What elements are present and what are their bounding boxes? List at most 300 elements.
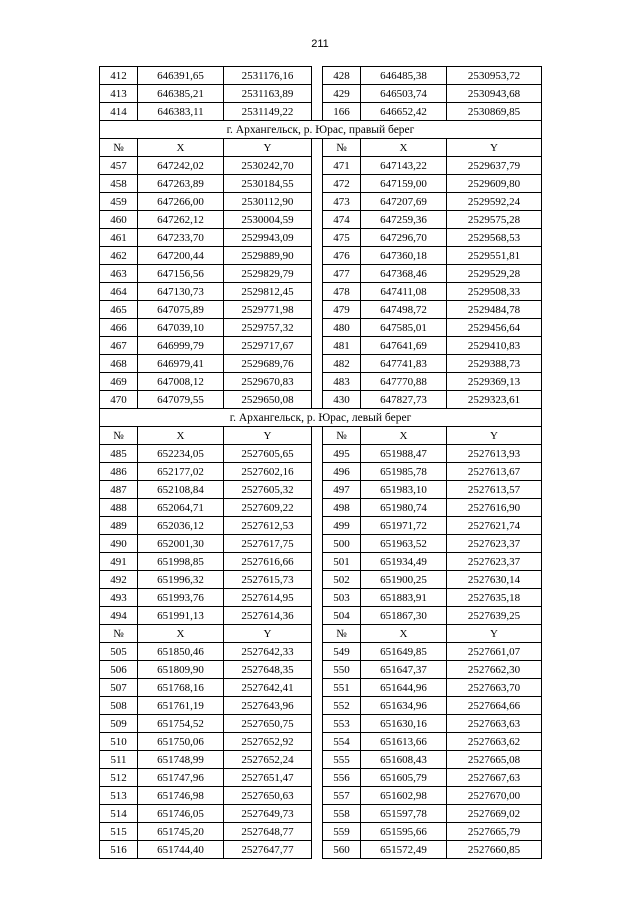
- table-cell: 652036,12: [138, 517, 224, 535]
- header-cell: №: [323, 427, 361, 445]
- table-cell: 511: [100, 751, 138, 769]
- table-cell: 470: [100, 391, 138, 409]
- table-cell: 412: [100, 67, 138, 85]
- header-cell: Y: [224, 427, 312, 445]
- table-cell: 558: [323, 805, 361, 823]
- column-gap: [312, 841, 323, 859]
- table-cell: 503: [323, 589, 361, 607]
- table-cell: 502: [323, 571, 361, 589]
- column-gap: [312, 625, 323, 643]
- table-cell: 2527616,90: [447, 499, 542, 517]
- column-gap: [312, 751, 323, 769]
- table-cell: 647498,72: [361, 301, 447, 319]
- column-gap: [312, 481, 323, 499]
- table-cell: 651971,72: [361, 517, 447, 535]
- page-number: 211: [311, 38, 329, 50]
- table-cell: 651750,06: [138, 733, 224, 751]
- table-row: [100, 715, 542, 733]
- table-cell: 2529508,33: [447, 283, 542, 301]
- column-gap: [312, 769, 323, 787]
- table-cell: 651761,19: [138, 697, 224, 715]
- table-row: [100, 103, 542, 121]
- header-cell: №: [100, 139, 138, 157]
- header-row: [100, 139, 542, 157]
- table-cell: 2529323,61: [447, 391, 542, 409]
- table-cell: 652001,30: [138, 535, 224, 553]
- table-cell: 651746,05: [138, 805, 224, 823]
- table-row: [100, 679, 542, 697]
- table-cell: 651985,78: [361, 463, 447, 481]
- column-gap: [312, 571, 323, 589]
- table-cell: 2529889,90: [224, 247, 312, 265]
- table-cell: 481: [323, 337, 361, 355]
- header-cell: №: [323, 625, 361, 643]
- column-gap: [312, 103, 323, 121]
- table-cell: 553: [323, 715, 361, 733]
- table-cell: 2527651,47: [224, 769, 312, 787]
- table-row: [100, 301, 542, 319]
- table-cell: 646391,65: [138, 67, 224, 85]
- header-cell: №: [100, 625, 138, 643]
- table-row: [100, 643, 542, 661]
- table-row: [100, 535, 542, 553]
- table-cell: 551: [323, 679, 361, 697]
- header-row: [100, 427, 542, 445]
- column-gap: [312, 193, 323, 211]
- table-cell: 465: [100, 301, 138, 319]
- table-cell: 2527643,96: [224, 697, 312, 715]
- table-cell: 651649,85: [361, 643, 447, 661]
- table-cell: 2527623,37: [447, 553, 542, 571]
- column-gap: [312, 733, 323, 751]
- table-cell: 2530112,90: [224, 193, 312, 211]
- table-row: [100, 175, 542, 193]
- table-row: [100, 589, 542, 607]
- column-gap: [312, 805, 323, 823]
- table-cell: 647233,70: [138, 229, 224, 247]
- table-row: [100, 193, 542, 211]
- table-cell: 2530004,59: [224, 211, 312, 229]
- header-cell: №: [323, 139, 361, 157]
- table-cell: 651991,13: [138, 607, 224, 625]
- table-cell: 556: [323, 769, 361, 787]
- table-cell: 2529943,09: [224, 229, 312, 247]
- table-cell: 647075,89: [138, 301, 224, 319]
- table-cell: 552: [323, 697, 361, 715]
- header-cell: Y: [447, 625, 542, 643]
- table-cell: 2527613,57: [447, 481, 542, 499]
- table-cell: 651747,96: [138, 769, 224, 787]
- table-cell: 2527648,35: [224, 661, 312, 679]
- table-cell: 559: [323, 823, 361, 841]
- table-cell: 500: [323, 535, 361, 553]
- table-row: [100, 391, 542, 409]
- column-gap: [312, 661, 323, 679]
- table-cell: 549: [323, 643, 361, 661]
- section-title-row: [100, 121, 542, 139]
- table-cell: 463: [100, 265, 138, 283]
- table-cell: 651883,91: [361, 589, 447, 607]
- table-cell: 652234,05: [138, 445, 224, 463]
- table-cell: 2531163,89: [224, 85, 312, 103]
- table-cell: 428: [323, 67, 361, 85]
- column-gap: [312, 211, 323, 229]
- table-row: [100, 283, 542, 301]
- table-cell: 475: [323, 229, 361, 247]
- table-cell: 2527614,36: [224, 607, 312, 625]
- header-cell: Y: [224, 625, 312, 643]
- table-cell: 647770,88: [361, 373, 447, 391]
- table-cell: 2529388,73: [447, 355, 542, 373]
- header-cell: X: [138, 427, 224, 445]
- table-cell: 460: [100, 211, 138, 229]
- table-cell: 2529456,64: [447, 319, 542, 337]
- table-cell: 478: [323, 283, 361, 301]
- table-cell: 2527647,77: [224, 841, 312, 859]
- table-cell: 471: [323, 157, 361, 175]
- table-cell: 646385,21: [138, 85, 224, 103]
- column-gap: [312, 427, 323, 445]
- table-cell: 647207,69: [361, 193, 447, 211]
- table-cell: 479: [323, 301, 361, 319]
- table-cell: 557: [323, 787, 361, 805]
- column-gap: [312, 697, 323, 715]
- column-gap: [312, 607, 323, 625]
- table-cell: 647259,36: [361, 211, 447, 229]
- table-cell: 2529650,08: [224, 391, 312, 409]
- table-cell: 2527648,77: [224, 823, 312, 841]
- table-cell: 2527616,66: [224, 553, 312, 571]
- table-cell: 651980,74: [361, 499, 447, 517]
- table-cell: 483: [323, 373, 361, 391]
- table-cell: 458: [100, 175, 138, 193]
- table-cell: 651996,32: [138, 571, 224, 589]
- table-cell: 2529484,78: [447, 301, 542, 319]
- table-row: [100, 751, 542, 769]
- table-cell: 494: [100, 607, 138, 625]
- column-gap: [312, 517, 323, 535]
- table-cell: 2527665,08: [447, 751, 542, 769]
- table-cell: 647585,01: [361, 319, 447, 337]
- section-title-row: [100, 409, 542, 427]
- table-cell: 459: [100, 193, 138, 211]
- table-cell: 2529637,79: [447, 157, 542, 175]
- table-cell: 647242,02: [138, 157, 224, 175]
- column-gap: [312, 823, 323, 841]
- table-cell: 651634,96: [361, 697, 447, 715]
- table-cell: 493: [100, 589, 138, 607]
- table-cell: 651597,78: [361, 805, 447, 823]
- table-cell: 2527602,16: [224, 463, 312, 481]
- table-row: [100, 841, 542, 859]
- table-cell: 466: [100, 319, 138, 337]
- table-cell: 2527613,93: [447, 445, 542, 463]
- column-gap: [312, 85, 323, 103]
- table-cell: 2529670,83: [224, 373, 312, 391]
- table-cell: 651748,99: [138, 751, 224, 769]
- table-cell: 2527613,67: [447, 463, 542, 481]
- table-cell: 651998,85: [138, 553, 224, 571]
- table-cell: 482: [323, 355, 361, 373]
- table-cell: 646979,41: [138, 355, 224, 373]
- table-cell: 652177,02: [138, 463, 224, 481]
- column-gap: [312, 175, 323, 193]
- table-cell: 2530184,55: [224, 175, 312, 193]
- table-cell: 651744,40: [138, 841, 224, 859]
- column-gap: [312, 643, 323, 661]
- table-cell: 647143,22: [361, 157, 447, 175]
- table-cell: 646999,79: [138, 337, 224, 355]
- table-row: [100, 733, 542, 751]
- column-gap: [312, 715, 323, 733]
- table-cell: 647200,44: [138, 247, 224, 265]
- header-cell: X: [361, 139, 447, 157]
- column-gap: [312, 373, 323, 391]
- table-cell: 2527615,73: [224, 571, 312, 589]
- table-cell: 2527642,41: [224, 679, 312, 697]
- table-row: [100, 499, 542, 517]
- header-cell: X: [361, 625, 447, 643]
- table-row: [100, 67, 542, 85]
- table-cell: 2529529,28: [447, 265, 542, 283]
- table-cell: 486: [100, 463, 138, 481]
- table-cell: 2527665,79: [447, 823, 542, 841]
- table-cell: 646383,11: [138, 103, 224, 121]
- column-gap: [312, 229, 323, 247]
- table-cell: 2531176,16: [224, 67, 312, 85]
- table-cell: 2527670,00: [447, 787, 542, 805]
- header-cell: Y: [224, 139, 312, 157]
- table-cell: 651867,30: [361, 607, 447, 625]
- table-cell: 647641,69: [361, 337, 447, 355]
- table-cell: 429: [323, 85, 361, 103]
- table-cell: 2529771,98: [224, 301, 312, 319]
- table-row: [100, 211, 542, 229]
- table-cell: 490: [100, 535, 138, 553]
- section-title: г. Архангельск, р. Юрас, левый берег: [100, 409, 542, 427]
- table-cell: 487: [100, 481, 138, 499]
- table-cell: 651900,25: [361, 571, 447, 589]
- table-cell: 2527663,70: [447, 679, 542, 697]
- column-gap: [312, 337, 323, 355]
- table-row: [100, 517, 542, 535]
- table-row: [100, 607, 542, 625]
- table-cell: 651630,16: [361, 715, 447, 733]
- column-gap: [312, 67, 323, 85]
- header-cell: X: [361, 427, 447, 445]
- table-cell: 647079,55: [138, 391, 224, 409]
- table-cell: 497: [323, 481, 361, 499]
- table-row: [100, 319, 542, 337]
- table-cell: 2527639,25: [447, 607, 542, 625]
- column-gap: [312, 553, 323, 571]
- table-cell: 501: [323, 553, 361, 571]
- table-cell: 2527605,32: [224, 481, 312, 499]
- table-cell: 2527605,65: [224, 445, 312, 463]
- column-gap: [312, 301, 323, 319]
- column-gap: [312, 355, 323, 373]
- table-row: [100, 769, 542, 787]
- table-cell: 651605,79: [361, 769, 447, 787]
- table-cell: 651613,66: [361, 733, 447, 751]
- table-cell: 430: [323, 391, 361, 409]
- table-row: [100, 805, 542, 823]
- table-cell: 651768,16: [138, 679, 224, 697]
- table-cell: 651644,96: [361, 679, 447, 697]
- table-row: [100, 571, 542, 589]
- table-row: [100, 85, 542, 103]
- table-cell: 2527621,74: [447, 517, 542, 535]
- table-cell: 507: [100, 679, 138, 697]
- table-cell: 468: [100, 355, 138, 373]
- table-cell: 512: [100, 769, 138, 787]
- table-cell: 513: [100, 787, 138, 805]
- table-cell: 647741,83: [361, 355, 447, 373]
- table-row: [100, 553, 542, 571]
- column-gap: [312, 319, 323, 337]
- table-row: [100, 661, 542, 679]
- table-cell: 505: [100, 643, 138, 661]
- table-cell: 516: [100, 841, 138, 859]
- column-gap: [312, 445, 323, 463]
- table-cell: 492: [100, 571, 138, 589]
- table-cell: 647360,18: [361, 247, 447, 265]
- table-cell: 647368,46: [361, 265, 447, 283]
- table-cell: 2529609,80: [447, 175, 542, 193]
- column-gap: [312, 787, 323, 805]
- table-cell: 646652,42: [361, 103, 447, 121]
- table-cell: 2529829,79: [224, 265, 312, 283]
- table-row: [100, 697, 542, 715]
- table-row: [100, 481, 542, 499]
- header-cell: №: [100, 427, 138, 445]
- column-gap: [312, 265, 323, 283]
- table-cell: 495: [323, 445, 361, 463]
- table-cell: 2529757,32: [224, 319, 312, 337]
- column-gap: [312, 463, 323, 481]
- table-cell: 647266,00: [138, 193, 224, 211]
- table-cell: 2527612,53: [224, 517, 312, 535]
- table-cell: 550: [323, 661, 361, 679]
- table-cell: 651850,46: [138, 643, 224, 661]
- table-cell: 646485,38: [361, 67, 447, 85]
- table-cell: 515: [100, 823, 138, 841]
- table-cell: 2529592,24: [447, 193, 542, 211]
- table-cell: 2530242,70: [224, 157, 312, 175]
- table-cell: 651595,66: [361, 823, 447, 841]
- table-cell: 491: [100, 553, 138, 571]
- header-cell: Y: [447, 427, 542, 445]
- header-cell: X: [138, 139, 224, 157]
- table-cell: 2529812,45: [224, 283, 312, 301]
- table-cell: 413: [100, 85, 138, 103]
- table-cell: 2529369,13: [447, 373, 542, 391]
- table-cell: 2531149,22: [224, 103, 312, 121]
- table-cell: 476: [323, 247, 361, 265]
- column-gap: [312, 535, 323, 553]
- table-cell: 2529689,76: [224, 355, 312, 373]
- table-cell: 496: [323, 463, 361, 481]
- table-cell: 2527649,73: [224, 805, 312, 823]
- table-cell: 2529575,28: [447, 211, 542, 229]
- table-row: [100, 823, 542, 841]
- table-cell: 647262,12: [138, 211, 224, 229]
- table-cell: 2529551,81: [447, 247, 542, 265]
- table-cell: 2527650,63: [224, 787, 312, 805]
- column-gap: [312, 499, 323, 517]
- header-cell: X: [138, 625, 224, 643]
- table-cell: 2527623,37: [447, 535, 542, 553]
- table-cell: 2527614,95: [224, 589, 312, 607]
- column-gap: [312, 679, 323, 697]
- table-cell: 457: [100, 157, 138, 175]
- table-cell: 652064,71: [138, 499, 224, 517]
- table-cell: 2527652,24: [224, 751, 312, 769]
- table-cell: 647159,00: [361, 175, 447, 193]
- column-gap: [312, 247, 323, 265]
- table-cell: 651572,49: [361, 841, 447, 859]
- column-gap: [312, 283, 323, 301]
- table-row: [100, 229, 542, 247]
- table-cell: 2527667,63: [447, 769, 542, 787]
- table-cell: 462: [100, 247, 138, 265]
- column-gap: [312, 139, 323, 157]
- table-cell: 647411,08: [361, 283, 447, 301]
- table-cell: 498: [323, 499, 361, 517]
- header-cell: Y: [447, 139, 542, 157]
- table-cell: 474: [323, 211, 361, 229]
- table-cell: 514: [100, 805, 138, 823]
- table-cell: 2527630,14: [447, 571, 542, 589]
- table-cell: 2530943,68: [447, 85, 542, 103]
- table-cell: 510: [100, 733, 138, 751]
- table-row: [100, 787, 542, 805]
- table-cell: 651988,47: [361, 445, 447, 463]
- column-gap: [312, 157, 323, 175]
- table-cell: 2527663,62: [447, 733, 542, 751]
- table-cell: 2527669,02: [447, 805, 542, 823]
- table-cell: 2527609,22: [224, 499, 312, 517]
- table-cell: 647039,10: [138, 319, 224, 337]
- table-cell: 2527663,63: [447, 715, 542, 733]
- table-cell: 560: [323, 841, 361, 859]
- table-cell: 477: [323, 265, 361, 283]
- table-row: [100, 445, 542, 463]
- table-cell: 485: [100, 445, 138, 463]
- table-cell: 2527642,33: [224, 643, 312, 661]
- table-cell: 651746,98: [138, 787, 224, 805]
- table-cell: 647008,12: [138, 373, 224, 391]
- table-cell: 467: [100, 337, 138, 355]
- table-cell: 651608,43: [361, 751, 447, 769]
- table-cell: 647130,73: [138, 283, 224, 301]
- table-cell: 504: [323, 607, 361, 625]
- table-cell: 2529410,83: [447, 337, 542, 355]
- table-cell: 554: [323, 733, 361, 751]
- table-cell: 2527652,92: [224, 733, 312, 751]
- table-cell: 647263,89: [138, 175, 224, 193]
- table-cell: 414: [100, 103, 138, 121]
- table-cell: 509: [100, 715, 138, 733]
- table-cell: 651745,20: [138, 823, 224, 841]
- table-cell: 469: [100, 373, 138, 391]
- table-row: [100, 337, 542, 355]
- table-cell: 472: [323, 175, 361, 193]
- table-cell: 651963,52: [361, 535, 447, 553]
- table-cell: 166: [323, 103, 361, 121]
- table-cell: 652108,84: [138, 481, 224, 499]
- table-cell: 489: [100, 517, 138, 535]
